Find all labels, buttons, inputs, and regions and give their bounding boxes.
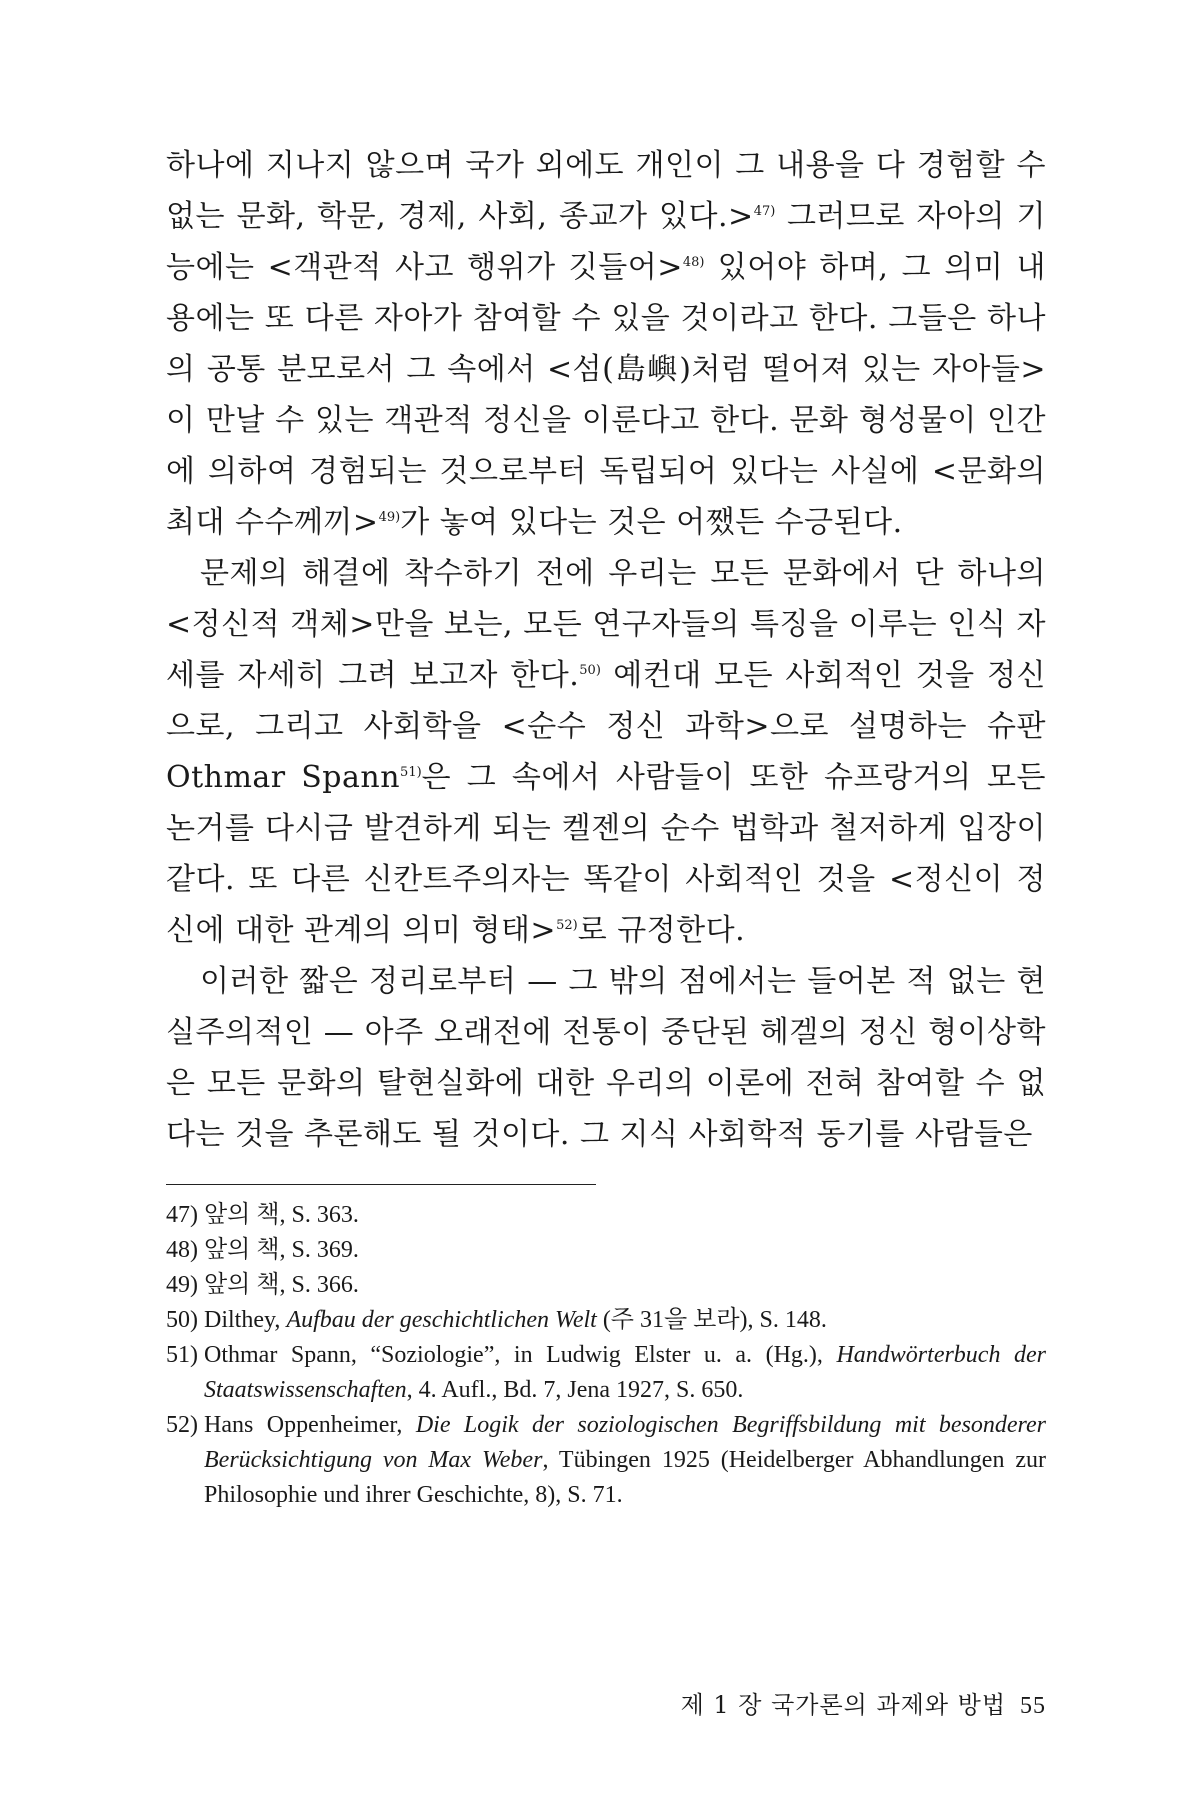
paragraph-2 <box>166 548 1046 956</box>
footnote-number: 48) <box>166 1237 198 1263</box>
footnote-text-pre: Othmar Spann, “Soziologie”, in Ludwig Elster u. a. (Hg.), <box>204 1342 837 1368</box>
book-page <box>166 140 1046 1750</box>
footnote-text <box>204 1303 1046 1338</box>
paragraph-1-segment-3: 있어야 하며, 그 의미 내용에는 또 다른 자아가 참여할 수 있을 것이라고 한다. 그들은 하나의 공통 분모로서 그 속에서 <섬(島嶼)처럼 떨어져 있는 자아들>이 만날 수 있는 객관적 정신을 이룬다고 한다. 문화 형성물이 인간에 의하여 경험되는 것으로부터 독립되어 있다는 사실에 <문화의 최대 수수께끼> <box>166 250 1046 540</box>
footnote-text: 앞의 책, S. 369. <box>204 1237 359 1263</box>
paragraph-2-segment-1: 문제의 해결에 착수하기 전에 우리는 모든 문화에서 단 하나의 <정신적 객체>만을 보는, 모든 연구자들의 특징을 이루는 인식 자세를 자세히 그려 보고자 한다. <box>166 556 1046 693</box>
footnote-book-title: Handwörterbuch der Staatswissenschaften <box>204 1342 1046 1403</box>
footnote-text <box>204 1338 1046 1408</box>
footnote-52 <box>166 1408 1046 1513</box>
footnotes <box>166 1198 1046 1513</box>
page-footer <box>681 1685 1046 1720</box>
paragraph-3: 이러한 짧은 정리로부터 — 그 밖의 점에서는 들어본 적 없는 현실주의적인 — 아주 오래전에 전통이 중단된 헤겔의 정신 형이상학은 모든 문화의 탈현실화에 대한 우리의 이론에 전혀 참여할 수 없다는 것을 추론해도 될 것이다. 그 지식 사회학적 동기를 사람들은 <box>166 964 1046 1152</box>
footnote-48 <box>166 1233 1046 1268</box>
footnote-51 <box>166 1338 1046 1408</box>
footnote-number: 51) <box>166 1342 198 1368</box>
footnote-47 <box>166 1198 1046 1233</box>
footnote-text-pre: Dilthey, <box>204 1307 287 1333</box>
footnote-number: 47) <box>166 1202 198 1228</box>
footnote-number: 50) <box>166 1307 198 1333</box>
paragraph-1-segment-2: 그러므로 자아의 기능에는 <객관적 사고 행위가 깃들어> <box>166 199 1047 285</box>
footnote-divider <box>166 1184 596 1185</box>
footnote-text-post: , Tübingen 1925 (Heidelberger Abhandlungen zur Philosophie und ihrer Geschichte, 8), S. 71. <box>204 1447 1046 1508</box>
paragraph-1-segment-1: 하나에 지나지 않으며 국가 외에도 개인이 그 내용을 다 경험할 수 없는 문화, 학문, 경제, 사회, 종교가 있다.> <box>166 148 1046 234</box>
paragraph-1 <box>166 140 1046 548</box>
footnote-ref-47: 47) <box>753 204 776 219</box>
footnote-book-title: Aufbau der geschichtlichen Welt <box>286 1307 597 1333</box>
running-footer-chapter: 제 1 장 국가론의 과제와 방법 <box>680 1691 1006 1719</box>
paragraph-1-segment-4: 가 놓여 있다는 것은 어쨌든 수긍된다. <box>400 505 903 540</box>
footnote-number: 52) <box>166 1412 198 1438</box>
footnote-ref-52: 52) <box>556 918 578 933</box>
paragraph-2-segment-3: 은 그 속에서 사람들이 또한 슈프랑거의 모든 논거를 다시금 발견하게 되는 켈젠의 순수 법학과 철저하게 입장이 같다. 또 다른 신칸트주의자는 똑같이 사회적인 것을 <정신이 정신에 대한 관계의 의미 형태> <box>166 760 1046 948</box>
footnote-text: 앞의 책, S. 363. <box>204 1202 359 1228</box>
footnote-book-title: Die Logik der soziologischen Begriffsbildung mit besonderer Berücksichtigung von Max Weber <box>204 1412 1046 1473</box>
footnote-ref-50: 50) <box>579 663 601 678</box>
footnote-ref-48: 48) <box>682 255 705 270</box>
footnote-ref-49: 49) <box>378 510 401 525</box>
footnote-50 <box>166 1303 1046 1338</box>
footnote-text-pre: Hans Oppenheimer, <box>204 1412 416 1438</box>
footnote-ref-51: 51) <box>400 765 422 780</box>
page-number: 55 <box>1020 1693 1046 1719</box>
footnote-number: 49) <box>166 1272 198 1298</box>
paragraph-2-segment-2: 예컨대 모든 사회적인 것을 정신으로, 그리고 사회학을 <순수 정신 과학>으로 설명하는 슈판 Othmar Spann <box>166 658 1046 795</box>
footnote-text-post: , 4. Aufl., Bd. 7, Jena 1927, S. 650. <box>406 1377 744 1403</box>
main-text <box>166 140 1046 1160</box>
footnote-49 <box>166 1268 1046 1303</box>
footnote-text: 앞의 책, S. 366. <box>204 1272 359 1298</box>
paragraph-2-segment-4: 로 규정한다. <box>577 913 746 948</box>
footnote-text <box>204 1408 1046 1513</box>
footnote-text-post: (주 31을 보라), S. 148. <box>596 1307 827 1333</box>
